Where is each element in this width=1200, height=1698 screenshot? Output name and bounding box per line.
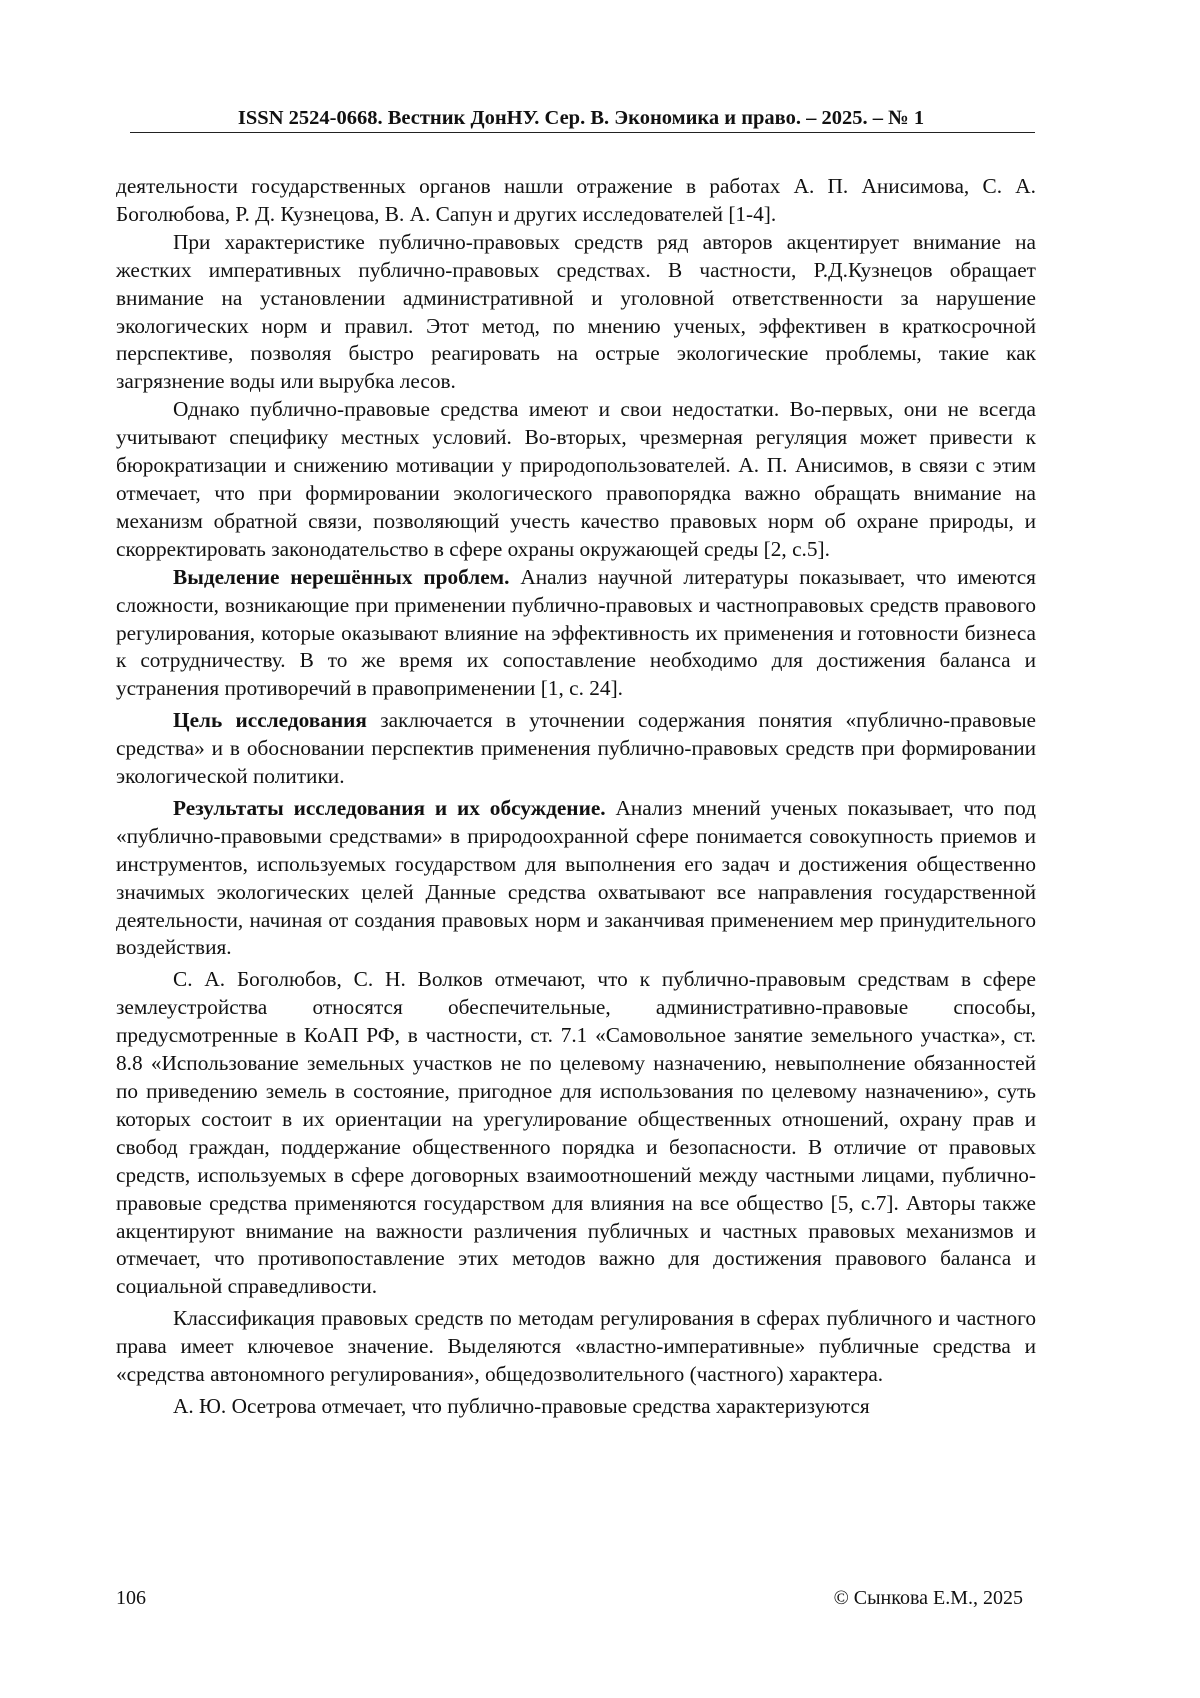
header-divider [130, 132, 1035, 133]
page-number: 106 [116, 1587, 146, 1609]
section-heading: Цель исследования [173, 708, 367, 733]
paragraph-text: Анализ научной литературы показывает, что имеются сложности, возникающие при применении публично-правовых и частноправовых средств правового регулирования, которые оказывают влияние на эффективность их применения и готовности бизнеса к сотрудничеству. В то же время их сопоставление необходимо для достижения баланса и устранения противоречий в правоприменении [1, с. 24]. [116, 564, 1036, 701]
paragraph-text: деятельности государственных органов нашли отражение в работах А. П. Анисимова, С. А. Боголюбова, Р. Д. Кузнецова, В. А. Сапун и других исследователей [1-4]. [116, 174, 1036, 226]
section-paragraph-results [116, 795, 1036, 962]
paragraph [116, 229, 1036, 396]
paragraph [116, 966, 1036, 1301]
paragraph [116, 1305, 1036, 1389]
paragraph-text: Однако публично-правовые средства имеют и свои недостатки. Во-первых, они не всегда учитывают специфику местных условий. Во-вторых, чрезмерная регуляция может привести к бюрократизации и снижению мотивации у природопользователей. А. П. Анисимов, в связи с этим отмечает, что при формировании экологического правопорядка важно обращать внимание на механизм обратной связи, позволяющий учесть качество правовых норм об охране природы, и скорректировать законодательство в сфере охраны окружающей среды [2, с.5]. [116, 397, 1036, 561]
paragraph-text: Анализ мнений ученых показывает, что под «публично-правовыми средствами» в природоохранной сфере понимается совокупность приемов и инструментов, используемых государством для выполнения его задач и достижения общественно значимых экологических целей Данные средства охватывают все направления государственной деятельности, начиная от создания правовых норм и заканчивая применением мер принудительного воздействия. [116, 795, 1036, 960]
paragraph-text: При характеристике публично-правовых средств ряд авторов акцентирует внимание на жестких императивных публично-правовых средствах. В частности, Р.Д.Кузнецов обращает внимание на установлении административной и уголовной ответственности за нарушение экологических норм и правил. Этот метод, по мнению ученых, эффективен в краткосрочной перспективе, позволяя быстро реагировать на острые экологические проблемы, такие как загрязнение воды или вырубка лесов. [116, 229, 1036, 394]
section-paragraph-unresolved-problems [116, 564, 1036, 704]
paragraph [116, 173, 1036, 229]
paragraph-text: С. А. Боголюбов, С. Н. Волков отмечают, что к публично-правовым средствам в сфере землеустройства относятся обеспечительные, административно-правовые способы, предусмотренные в КоАП РФ, в частности, ст. 7.1 «Самовольное занятие земельного участка», ст. 8.8 «Использование земельных участков не по целевому назначению, невыполнение обязанностей по приведению земель в состояние, пригодное для использования по целевому назначению», суть которых состоит в их ориентации на урегулирование общественных отношений, охрану прав и свобод граждан, поддержание общественного порядка и безопасности. В отличие от правовых средств, используемых в сфере договорных взаимоотношений между частными лицами, публично-правовые средства применяются государством для влияния на все общество [5, с.7]. Авторы также акцентируют внимание на важности различения публичных и частных правовых механизмов и отмечает, что противопоставление этих методов важно для достижения правового баланса и социальной справедливости. [116, 967, 1036, 1299]
paragraph-text: А. Ю. Осетрова отмечает, что публично-правовые средства характеризуются [173, 1393, 870, 1418]
running-header: ISSN 2524-0668. Вестник ДонНУ. Сер. В. Экономика и право. – 2025. – № 1 [237, 107, 925, 129]
copyright-notice: © Сынкова Е.М., 2025 [833, 1587, 1023, 1609]
paragraph [116, 396, 1036, 563]
paragraph-text: Классификация правовых средств по методам регулирования в сферах публичного и частного права имеет ключевое значение. Выделяются «властно-императивные» публичные средства и «средства автономного регулирования», общедозволительного (частного) характера. [116, 1306, 1036, 1387]
paragraph [116, 1393, 1036, 1421]
section-heading: Выделение нерешённых проблем. [173, 564, 510, 589]
section-heading: Результаты исследования и их обсуждение. [173, 795, 606, 820]
paragraph-text: заключается в уточнении содержания понятия «публично-правовые средства» и в обосновании перспектив применения публично-правовых средств при формировании экологической политики. [116, 708, 1037, 789]
section-paragraph-research-goal [116, 707, 1036, 791]
article-body [116, 173, 1036, 1421]
